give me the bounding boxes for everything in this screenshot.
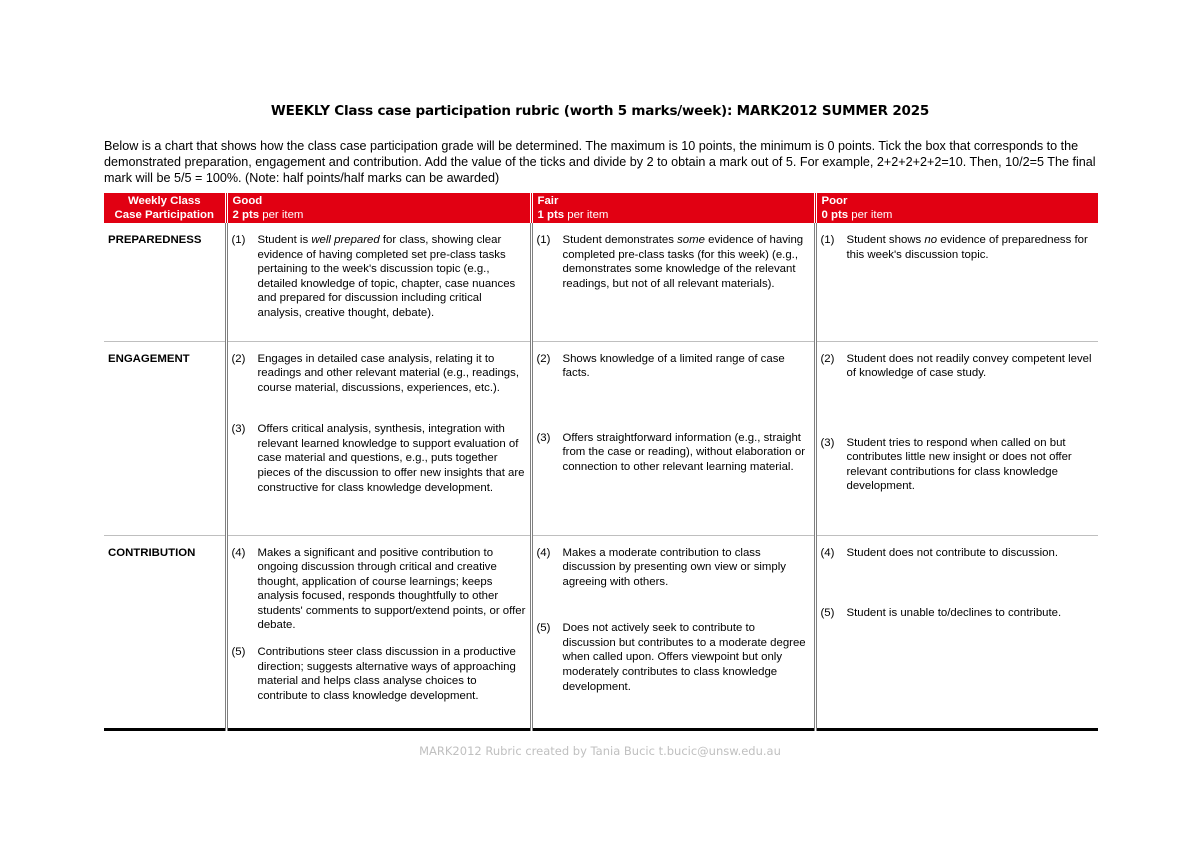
page-footer: MARK2012 Rubric created by Tania Bucic t.bucic@unsw.edu.au <box>419 744 781 758</box>
row-label-engagement: ENGAGEMENT <box>104 341 226 535</box>
column-name-poor: Poor <box>821 195 848 207</box>
item-number: (4) <box>536 546 551 559</box>
corner-header <box>104 193 226 223</box>
item-number: (4) <box>820 546 835 559</box>
column-name-good: Good <box>232 195 263 207</box>
row-label-contribution: CONTRIBUTION <box>104 535 226 729</box>
criterion-text: Student demonstrates some evidence of having completed pre-class tasks (for this week) (e.g., demonstrates some knowledge of the relevant readings, but not of all relevant materials). <box>562 234 804 290</box>
item-number: (1) <box>820 234 835 246</box>
criterion-text: Shows knowledge of a limited range of case facts. <box>562 352 785 380</box>
cell-preparedness-fair <box>531 223 815 341</box>
column-pts-good: 2 pts <box>232 209 260 221</box>
rubric-header-row <box>104 193 1098 223</box>
corner-line1: Weekly Class <box>127 195 201 207</box>
item-number: (5) <box>231 646 246 659</box>
cell-contribution-good <box>226 535 531 729</box>
column-pts-poor: 0 pts <box>821 209 849 221</box>
item-number: (1) <box>231 234 246 246</box>
column-per-fair: per item <box>564 209 609 221</box>
criterion-text: Student is unable to/declines to contribute. <box>846 607 1062 620</box>
item-number: (5) <box>820 607 835 620</box>
row-label-preparedness: PREPAREDNESS <box>104 223 226 341</box>
cell-contribution-poor <box>815 535 1098 729</box>
criterion-text: Student does not contribute to discussion. <box>846 546 1058 559</box>
criterion-text: Does not actively seek to contribute to discussion but contributes to a moderate degree when called upon. Offers viewpoint but only moderately contributes to class knowledge development. <box>562 622 806 693</box>
column-per-good: per item <box>259 209 304 221</box>
column-name-fair: Fair <box>537 195 559 207</box>
criterion-text: Student is well prepared for class, showing clear evidence of having completed set pre-class tasks pertaining to the week's discussion topic (e.g., detailed knowledge of topic, chapter, case nuances and prepared for discussion including critical analysis, creative thought, debate). <box>257 234 516 319</box>
rubric-table <box>104 193 1098 731</box>
criterion-text: Offers straightforward information (e.g., straight from the case or reading), without elaboration or connection to other relevant learning material. <box>562 431 805 473</box>
document-title: WEEKLY Class case participation rubric (worth 5 marks/week): MARK2012 SUMMER 2025 <box>270 103 930 119</box>
item-number: (2) <box>820 352 835 365</box>
row-preparedness <box>104 223 1098 341</box>
cell-contribution-fair <box>531 535 815 729</box>
column-header-fair <box>531 193 815 223</box>
item-number: (2) <box>536 352 551 365</box>
criterion-text: Student tries to respond when called on but contributes little new insight or does not offer relevant contributions for class knowledge development. <box>846 436 1072 493</box>
item-number: (5) <box>536 622 551 635</box>
row-engagement <box>104 341 1098 535</box>
item-number: (2) <box>231 352 246 365</box>
cell-engagement-poor <box>815 341 1098 535</box>
cell-preparedness-poor <box>815 223 1098 341</box>
criterion-text: Contributions steer class discussion in a productive direction; suggests alternative ways of approaching material and helps class analyse choices to contribute to class knowledge development. <box>257 646 516 702</box>
criterion-text: Student shows no evidence of preparedness for this week's discussion topic. <box>846 234 1088 261</box>
cell-preparedness-good <box>226 223 531 341</box>
cell-engagement-good <box>226 341 531 535</box>
criterion-text: Makes a moderate contribution to class discussion by presenting own view or simply agreeing with others. <box>562 546 786 588</box>
intro-paragraph: Below is a chart that shows how the class case participation grade will be determined. The maximum is 10 points, the minimum is 0 points. Tick the box that corresponds to the demonstrated preparation, engagement and contribution. Add the value of the ticks and divide by 2 to obtain a mark out of 5. For example, 2+2+2+2+2=10. Then, 10/2=5 The final mark will be 5/5 = 100%. (Note: half points/half marks can be awarded) <box>104 139 1096 185</box>
criterion-text: Makes a significant and positive contribution to ongoing discussion through critical and creative thought, application of course learnings; keeps analysis focused, responds thoughtfully to other students' comments to support/extend points, or offer debate. <box>257 546 526 632</box>
column-header-poor <box>815 193 1098 223</box>
item-number: (3) <box>820 436 835 449</box>
cell-engagement-fair <box>531 341 815 535</box>
column-per-poor: per item <box>848 209 893 221</box>
criterion-text: Student does not readily convey competent level of knowledge of case study. <box>846 352 1092 380</box>
item-number: (4) <box>231 546 246 559</box>
column-header-good <box>226 193 531 223</box>
row-contribution <box>104 535 1098 729</box>
item-number: (1) <box>536 234 551 246</box>
corner-line2: Case Participation <box>114 209 214 221</box>
criterion-text: Engages in detailed case analysis, relating it to readings and other relevant material (e.g., readings, course material, discussions, experiences, etc.). <box>257 352 520 394</box>
item-number: (3) <box>231 423 246 436</box>
item-number: (3) <box>536 431 551 444</box>
criterion-text: Offers critical analysis, synthesis, integration with relevant learned knowledge to support evaluation of case material and questions, e.g., puts together pieces of the discussion to offer new insights that are constructive for class knowledge development. <box>257 423 525 494</box>
column-pts-fair: 1 pts <box>537 209 565 221</box>
